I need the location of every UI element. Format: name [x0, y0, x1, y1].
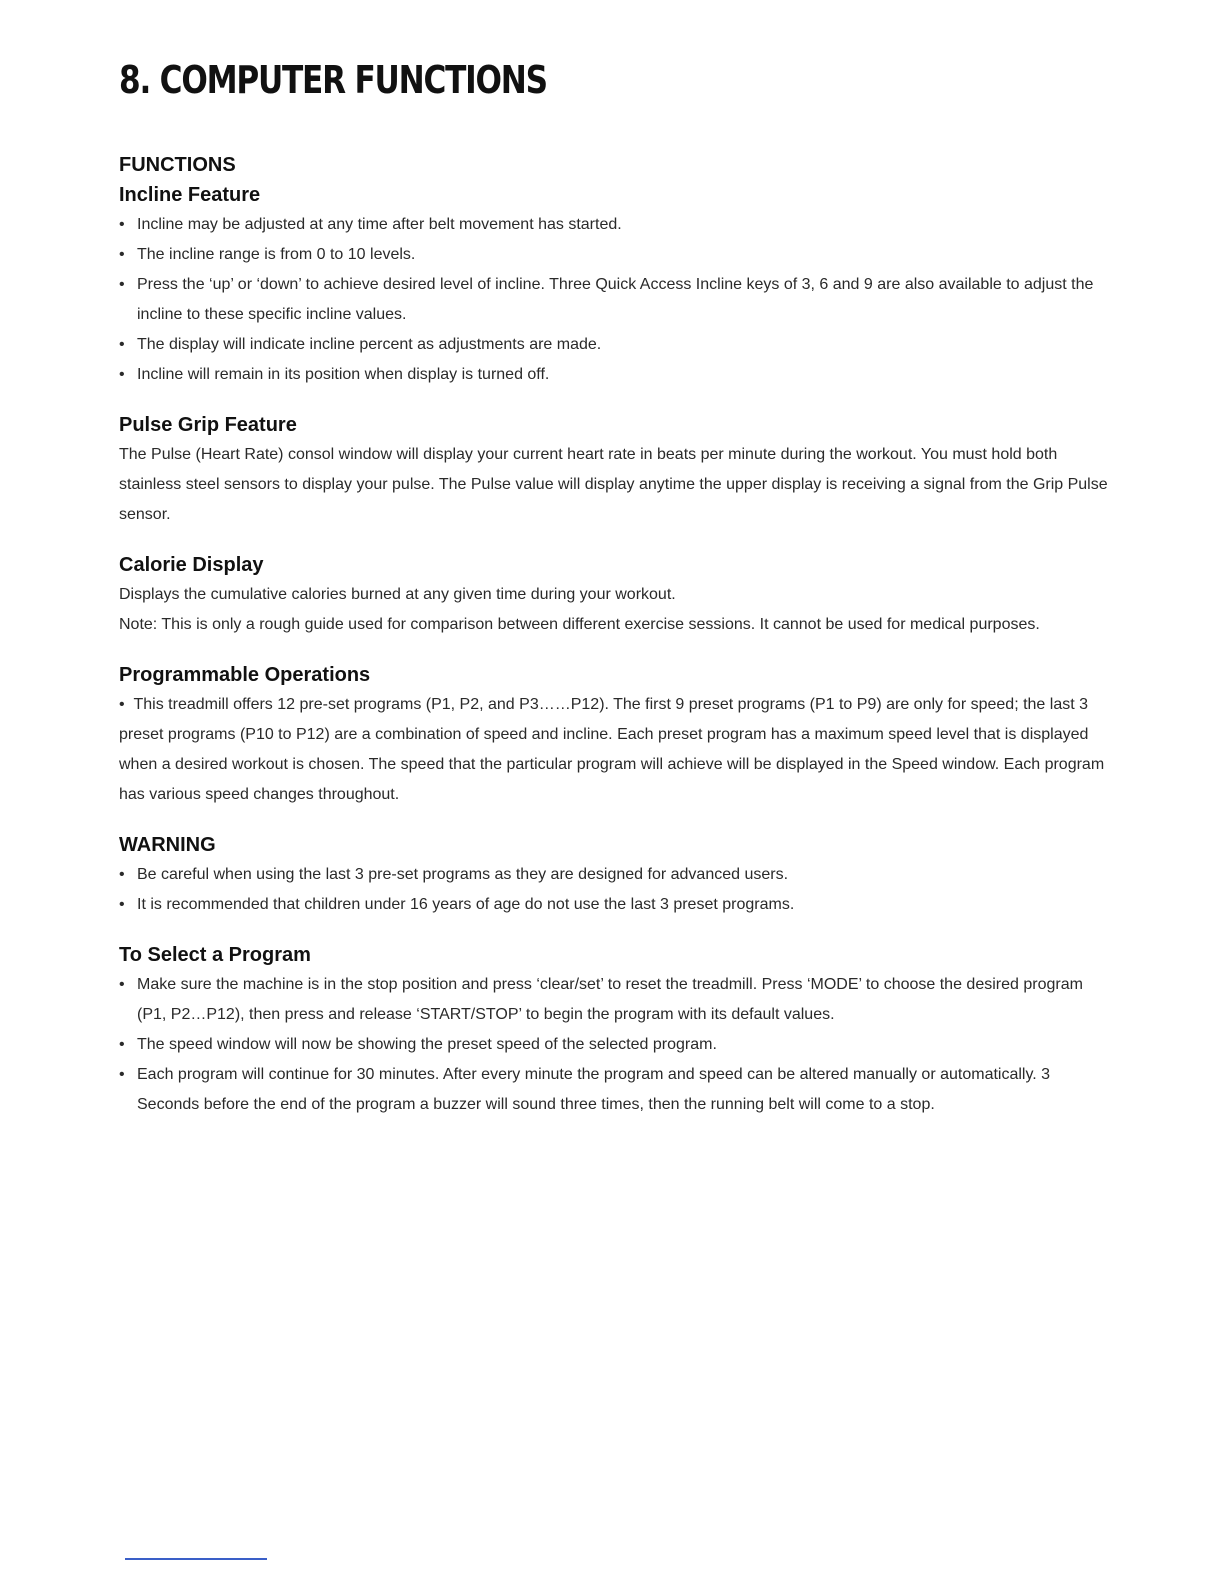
- list-item: • Incline will remain in its position when display is turned off.: [119, 360, 1109, 390]
- calorie-line-2: Note: This is only a rough guide used for comparison between different exercise sessions. It cannot be used for medical purposes.: [119, 616, 1040, 633]
- list-item: • It is recommended that children under 16 years of age do not use the last 3 preset programs.: [119, 890, 1109, 920]
- programmable-body: [119, 690, 1109, 810]
- list-item: • Make sure the machine is in the stop position and press ‘clear/set’ to reset the treadmill. Press ‘MODE’ to choose the desired program (P1, P2…P12), then press and release ‘START/STOP’ to begin the program with its default values.: [119, 970, 1109, 1030]
- select-program-heading: To Select a Program: [119, 944, 311, 966]
- list-item: • Be careful when using the last 3 pre-set programs as they are designed for advanced users.: [119, 860, 1109, 890]
- functions-heading: FUNCTIONS: [119, 154, 236, 176]
- bullet-glyph: •: [119, 696, 134, 713]
- warning-heading: WARNING: [119, 834, 216, 856]
- spacer: [119, 640, 1109, 660]
- spacer: [119, 810, 1109, 830]
- list-item: • Press the ‘up’ or ‘down’ to achieve desired level of incline. Three Quick Access Incline keys of 3, 6 and 9 are also available to adjust the incline to these specific incline values.: [119, 270, 1109, 330]
- spacer: [119, 390, 1109, 410]
- list-item: • Incline may be adjusted at any time after belt movement has started.: [119, 210, 1109, 240]
- warning-list: [119, 860, 1109, 920]
- list-item: • The display will indicate incline percent as adjustments are made.: [119, 330, 1109, 360]
- list-item: • The incline range is from 0 to 10 levels.: [119, 240, 1109, 270]
- pulse-heading: Pulse Grip Feature: [119, 414, 297, 436]
- incline-heading: Incline Feature: [119, 184, 261, 206]
- select-program-list: [119, 970, 1109, 1120]
- incline-list: [119, 210, 1109, 390]
- spacer: [119, 920, 1109, 940]
- page-content: [119, 150, 1109, 1120]
- list-item: • The speed window will now be showing the preset speed of the selected program.: [119, 1030, 1109, 1060]
- calorie-heading: Calorie Display: [119, 554, 264, 576]
- footer-rule: [125, 1558, 267, 1560]
- programmable-text: This treadmill offers 12 pre-set programs (P1, P2, and P3……P12). The first 9 preset programs (P1 to P9) are only for speed; the last 3 preset programs (P10 to P12) are a combination of speed and incline. Each preset program has a maximum speed level that is displayed when a desired workout is chosen. The speed that the particular program will achieve will be displayed in the Speed window. Each program has various speed changes throughout.: [119, 696, 1105, 803]
- spacer: [119, 530, 1109, 550]
- page-title: 8. COMPUTER FUNCTIONS: [119, 58, 547, 102]
- calorie-line-1: Displays the cumulative calories burned at any given time during your workout.: [119, 586, 676, 603]
- programmable-heading: Programmable Operations: [119, 664, 371, 686]
- list-item: • Each program will continue for 30 minutes. After every minute the program and speed can be altered manually or automatically. 3 Seconds before the end of the program a buzzer will sound three times, then the running belt will come to a stop.: [119, 1060, 1109, 1120]
- pulse-body: The Pulse (Heart Rate) consol window will display your current heart rate in beats per minute during the workout. You must hold both stainless steel sensors to display your pulse. The Pulse value will display anytime the upper display is receiving a signal from the Grip Pulse sensor.: [119, 446, 1108, 523]
